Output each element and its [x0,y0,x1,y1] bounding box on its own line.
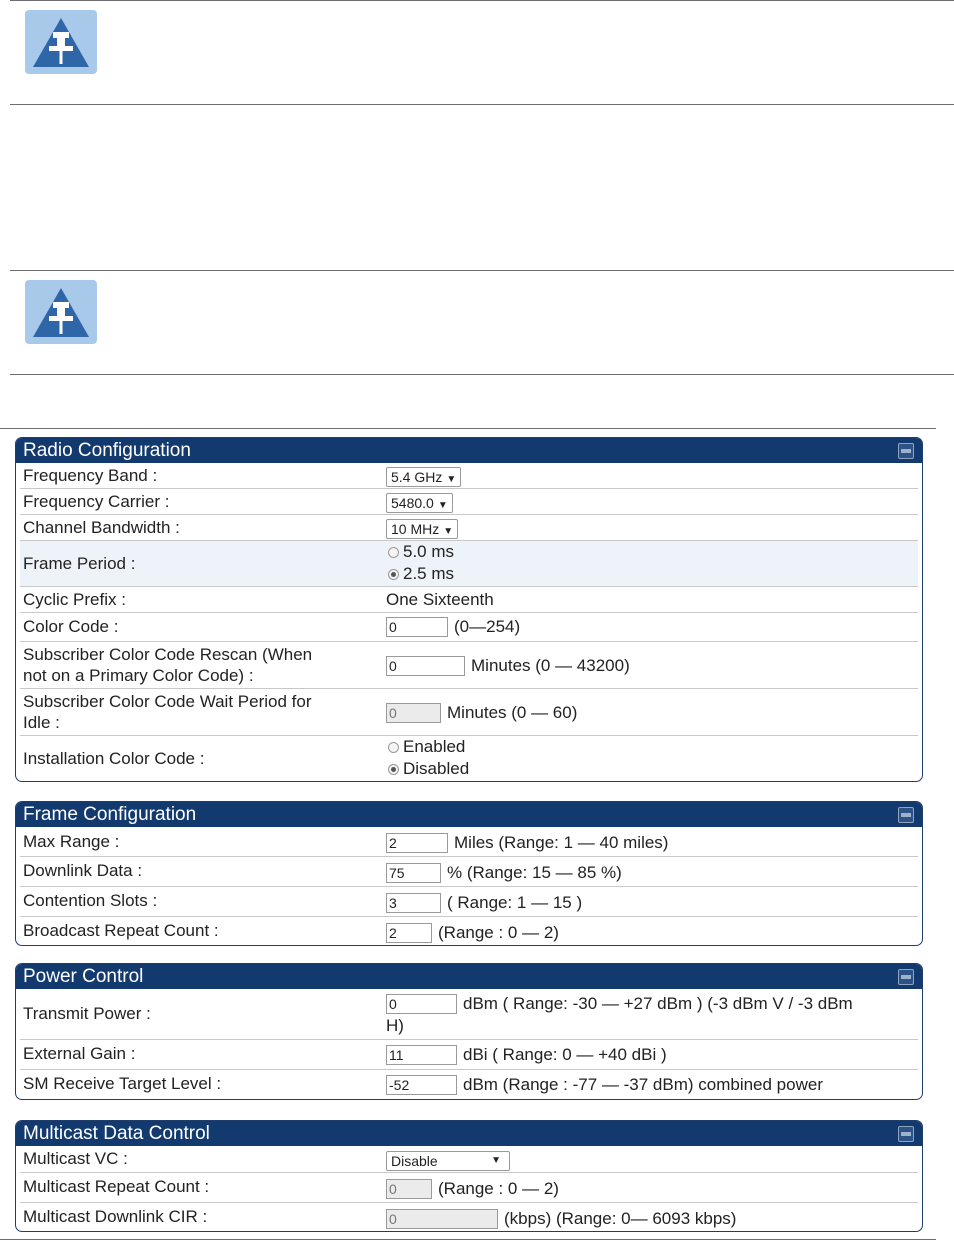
collapse-icon[interactable] [898,807,914,823]
color-code-input[interactable]: 0 [386,617,448,637]
multicast-vc-select[interactable]: Disable ▼ [386,1151,510,1171]
row-contention-slots [20,887,918,917]
range-text-continued: H) [386,1016,404,1035]
panel-header [16,964,922,989]
row-frequency-band [20,463,918,489]
row-downlink-data [20,857,918,887]
frequency-carrier-select[interactable]: 5480.0 ▼ [386,493,453,513]
pushpin-note-icon [25,10,97,74]
row-max-range [20,827,918,857]
label: Channel Bandwidth : [23,518,180,537]
range-text: Minutes (0 — 60) [447,703,578,723]
label: External Gain : [23,1044,136,1063]
range-text: (Range : 0 — 2) [438,923,559,943]
multicast-data-control-panel [15,1120,923,1232]
frame-period-option-5ms[interactable]: 5.0 ms [382,541,454,563]
radio-selected-icon[interactable] [388,569,399,580]
range-text: ( Range: 1 — 15 ) [447,893,583,913]
collapse-icon[interactable] [898,1126,914,1142]
row-installation-color-code [20,736,918,782]
radio-selected-icon[interactable] [388,764,399,775]
label: Downlink Data : [23,861,143,880]
row-frame-period [20,541,918,587]
label: SM Receive Target Level : [23,1074,222,1093]
label: Subscriber Color Code Rescan (When not on a Primary Color Code) : [23,645,313,685]
range-text: (kbps) (Range: 0— 6093 kbps) [504,1209,737,1229]
target-level-input[interactable]: -52 [386,1075,457,1095]
panel-header [16,1121,922,1146]
row-multicast-repeat [20,1173,918,1203]
label: Multicast Repeat Count : [23,1177,210,1196]
label: Frame Period : [23,554,136,573]
label: Frequency Carrier : [23,492,170,511]
collapse-icon[interactable] [898,443,914,459]
range-text: (Range : 0 — 2) [438,1179,559,1199]
label: Color Code : [23,617,119,636]
row-sm-receive-target [20,1070,918,1099]
external-gain-input[interactable]: 11 [386,1045,457,1065]
row-color-code [20,613,918,642]
row-frequency-carrier [20,489,918,515]
panel-title: Power Control [23,966,144,987]
transmit-power-input[interactable]: 0 [386,994,457,1014]
panel-header [16,802,922,827]
channel-bandwidth-select[interactable]: 10 MHz ▼ [386,519,458,539]
note-box-1 [10,0,954,105]
max-range-input[interactable]: 2 [386,833,448,853]
radio-configuration-panel [15,437,923,782]
note-box-2 [10,270,954,375]
panel-title: Multicast Data Control [23,1123,210,1144]
range-text: dBi ( Range: 0 — +40 dBi ) [463,1045,667,1065]
broadcast-repeat-input[interactable]: 2 [386,923,432,943]
range-text: dBm ( Range: -30 — +27 dBm ) (-3 dBm V / -3 dBm [463,994,853,1014]
label: Frequency Band : [23,466,158,485]
frequency-band-select[interactable]: 5.4 GHz ▼ [386,467,461,487]
radio-icon[interactable] [388,547,399,558]
multicast-cir-input[interactable]: 0 [386,1209,498,1229]
row-multicast-cir [20,1203,918,1232]
row-broadcast-repeat [20,917,918,946]
range-text: (0—254) [454,617,521,637]
label: Installation Color Code : [23,749,205,768]
panel-header [16,438,922,463]
label: Broadcast Repeat Count : [23,921,219,940]
row-multicast-vc [20,1146,918,1173]
multicast-repeat-input[interactable]: 0 [386,1179,432,1199]
label: Transmit Power : [23,1004,151,1023]
collapse-icon[interactable] [898,969,914,985]
install-cc-option-disabled[interactable]: Disabled [382,758,469,780]
label: Contention Slots : [23,891,158,910]
label: Max Range : [23,832,120,851]
row-cyclic-prefix [20,587,918,613]
row-color-code-rescan [20,642,918,689]
range-text: dBm (Range : -77 — -37 dBm) combined power [463,1075,823,1095]
install-cc-option-enabled[interactable]: Enabled [382,736,469,758]
range-text: % (Range: 15 — 85 %) [447,863,622,883]
wait-period-input[interactable]: 0 [386,703,441,723]
panel-title: Frame Configuration [23,804,197,825]
frame-configuration-panel [15,801,923,946]
row-transmit-power [20,989,918,1040]
label: Cyclic Prefix : [23,590,126,609]
pushpin-note-icon [25,280,97,344]
contention-slots-input[interactable]: 3 [386,893,441,913]
radio-icon[interactable] [388,742,399,753]
power-control-panel [15,963,923,1100]
panel-title: Radio Configuration [23,440,191,461]
frame-period-option-2-5ms[interactable]: 2.5 ms [382,563,454,585]
row-color-code-wait [20,689,918,736]
figure-top-rule [0,428,936,429]
label: Subscriber Color Code Wait Period for Idle : [23,692,312,732]
downlink-data-input[interactable]: 75 [386,863,441,883]
range-text: Miles (Range: 1 — 40 miles) [454,833,669,853]
label: Multicast VC : [23,1149,128,1168]
range-text: Minutes (0 — 43200) [471,656,630,676]
row-channel-bandwidth [20,515,918,541]
label: Multicast Downlink CIR : [23,1207,208,1226]
row-external-gain [20,1040,918,1070]
cyclic-prefix-value: One Sixteenth [386,590,494,609]
rescan-input[interactable]: 0 [386,656,465,676]
figure-bottom-rule [0,1239,936,1240]
